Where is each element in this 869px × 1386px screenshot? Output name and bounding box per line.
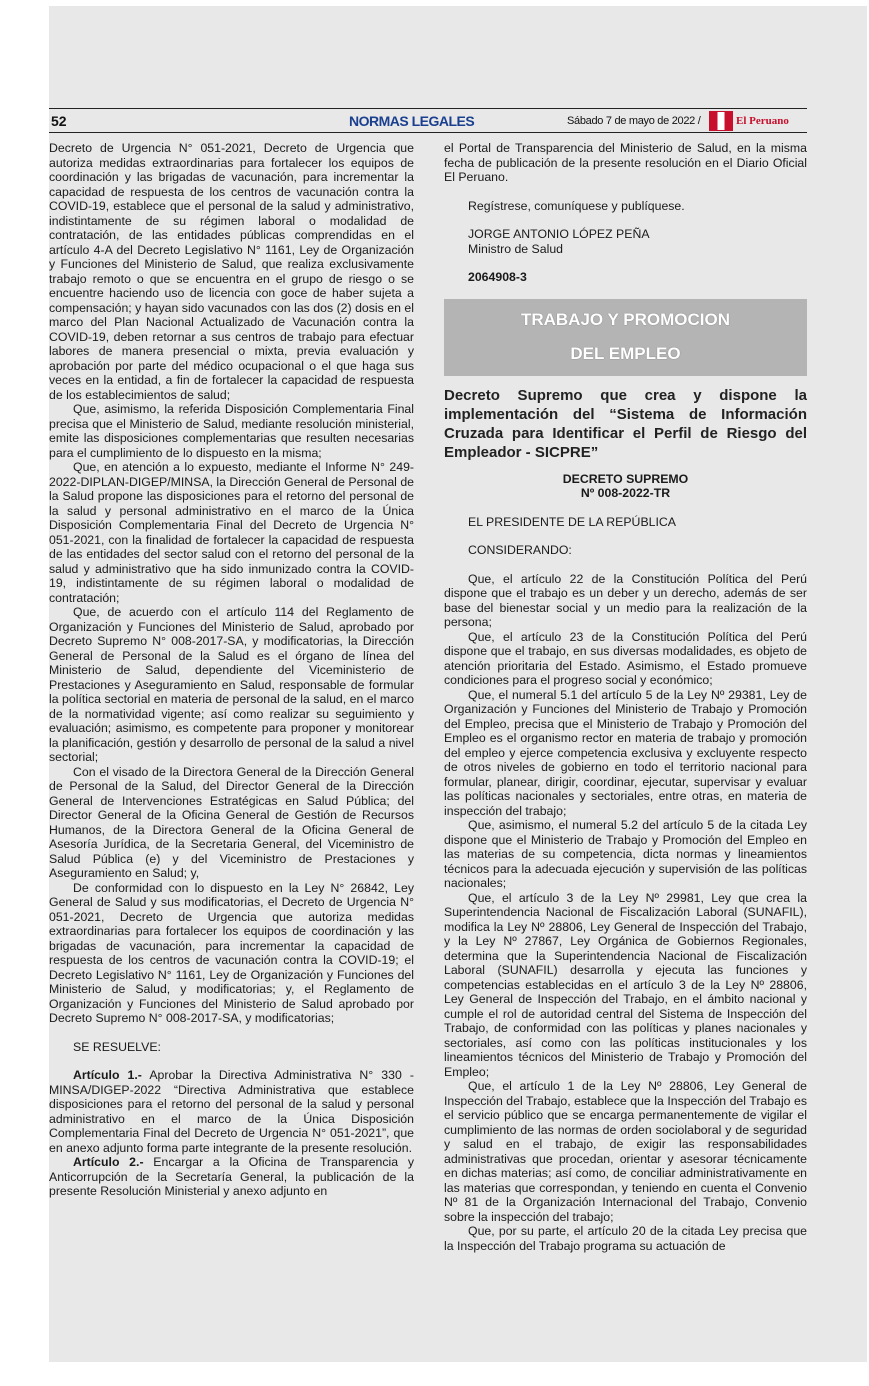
closing-formula: Regístrese, comuníquese y publíquese. xyxy=(468,198,685,213)
paragraph: Que, el numeral 5.1 del artículo 5 de la Ley Nº 29381, Ley de Organización y Funciones del Ministerio de Trabajo y Promoción del Empleo, precisa que el Ministerio de Trabajo y Promoción del Empleo es el organismo rector en materia de trabajo y promoción del empleo y ejerce competencia exclusiva y excluyente respecto de otros niveles de gobierno en todo el territorio nacional para formular, planear, dirigir, coordinar, ejecutar, supervisar y evaluar las políticas nacionales y sectoriales, entre otras, en materia de inspección del trabajo; xyxy=(444,687,807,818)
article-text: Encargar a la Oficina de Transparencia y Anticorrupción de la Secretaría General, la publicación de la presente Resolución Ministerial y anexo adjunto en xyxy=(49,1155,414,1198)
page-header xyxy=(49,108,807,133)
page-number: 52 xyxy=(51,112,67,129)
paragraph: Que, de acuerdo con el artículo 114 del Reglamento de Organización y Funciones del Ministerio de Salud, aprobado por Decreto Supremo N° 008-2017-SA, y modificatorias, la Dirección General de Personal de la Salud es el órgano de línea del Ministerio de Salud, dependiente del Viceministerio de Prestaciones y Aseguramiento en Salud, responsable de formular la política sectorial en materia de personal de la salud, en el marco de la normatividad vigente; así como realizar su seguimiento y evaluación; asimismo, es competente para proponer y monitorear la planificación, gestión y desarrollo de personal de la salud a nivel sectorial; xyxy=(49,605,414,764)
signer-title: Ministro de Salud xyxy=(468,241,564,256)
decree-title: Decreto Supremo que crea y dispone la implementación del “Sistema de Información Cruzada para Identificar el Perfil de Riesgo del Empleador - SICPRE” xyxy=(444,386,807,461)
newspaper-page xyxy=(49,6,867,1362)
paragraph: el Portal de Transparencia del Ministerio de Salud, en la misma fecha de publicación de la presente resolución en el Diario Oficial El Peruano. xyxy=(444,141,807,184)
banner-line: DEL EMPLEO xyxy=(570,344,681,363)
section-banner xyxy=(444,299,807,376)
section-title: NORMAS LEGALES xyxy=(349,112,475,129)
decree-label: DECRETO SUPREMO xyxy=(562,471,689,486)
president-heading: EL PRESIDENTE DE LA REPÚBLICA xyxy=(468,514,676,529)
resolve-heading: SE RESUELVE: xyxy=(73,1039,161,1054)
paragraph: Que, en atención a lo expuesto, mediante el Informe N° 249-2022-DIPLAN-DIGEP/MINSA, la Dirección General de Personal de la Salud propone las disposiciones para el retorno del personal de la salud y personal administrativo en el marco de la Única Disposición Complementaria Final del Decreto de Urgencia N° 051-2021, con la finalidad de fortalecer la capacidad de respuesta de las entidades del sector salud con el retorno del personal de la salud y administrativo que ha sido inmunizado contra la COVID-19, indistintamente de su régimen laboral o modalidad de contratación; xyxy=(49,460,414,605)
paragraph: De conformidad con lo dispuesto en la Ley N° 26842, Ley General de Salud y sus modificatorias, el Decreto de Urgencia N° 051-2021, Decreto de Urgencia que autoriza medidas extraordinarias para fortalecer los equipos de coordinación y las brigadas de vacunación, para incrementar la capacidad de respuesta de los centros de vacunación contra la COVID-19; el Decreto Legislativo N° 1161, Ley de Organización y Funciones del Ministerio de Salud, y modificatorias; y, el Reglamento de Organización y Funciones del Ministerio de Salud aprobado por Decreto Supremo N° 008-2017-SA, y modificatorias; xyxy=(49,880,414,1025)
article-2 xyxy=(49,1155,414,1199)
banner-line: TRABAJO Y PROMOCION xyxy=(520,310,731,329)
header-logo xyxy=(709,111,789,131)
considerando-heading: CONSIDERANDO: xyxy=(468,543,572,557)
article-1 xyxy=(49,1068,414,1155)
decree-number: Nº 008-2022-TR xyxy=(580,486,671,500)
paragraph: Que, el artículo 22 de la Constitución Política del Perú dispone que el trabajo es un deber y un derecho, además de ser base del bienestar social y un medio para la realización de la persona; xyxy=(444,571,807,629)
paragraph: Que, asimismo, el numeral 5.2 del artículo 5 de la citada Ley dispone que el Ministerio de Trabajo y Promoción del Empleo en las materias de su competencia, dicta normas y lineamientos técnicos para la adecuada ejecución y supervisión de las políticas nacionales; xyxy=(444,818,807,890)
paragraph: Que, asimismo, la referida Disposición Complementaria Final precisa que el Ministerio de Salud, mediante resolución ministerial, emite las disposiciones complementarias que resulten necesarias para el cumplimiento de lo dispuesto en la misma; xyxy=(49,402,414,460)
article-label: Artículo 1.- xyxy=(73,1068,142,1082)
paragraph: Que, el artículo 3 de la Ley Nº 29981, Ley que crea la Superintendencia Nacional de Fiscalización Laboral (SUNAFIL), modifica la Ley Nº 28806, Ley General de Inspección del Trabajo, y la Ley Nº 27867, Ley Orgánica de Gobiernos Regionales, determina que la Superintendencia Nacional de Fiscalización Laboral (SUNAFIL) desarrolla y ejecuta las funciones y competencias establecidas en el artículo 3 de la Ley Nº 28806, Ley General de Inspección del Trabajo, en el ámbito nacional y cumple el rol de autoridad central del Sistema de Inspección del Trabajo, de conformidad con las políticas y planes nacionales y sectoriales, así como con las políticas institucionales y los lineamientos técnicos del Ministerio de Trabajo y Promoción del Empleo; xyxy=(444,890,807,1079)
paragraph: Que, el artículo 1 de la Ley Nº 28806, Ley General de Inspección del Trabajo, establece que la Inspección del Trabajo es el servicio público que se encarga permanentemente de vigilar el cumplimiento de las normas de orden sociolaboral y de seguridad y salud en el trabajo, de exigir las responsabilidades administrativas que procedan, orientar y asesorar técnicamente en dichas materias; así como, de conciliar administrativamente en las materias que correspondan, y teniendo en cuenta el Convenio Nº 81 de la Organización Internacional del Trabajo, Convenio sobre la inspección del trabajo; xyxy=(444,1079,807,1224)
document-code: 2064908-3 xyxy=(468,270,527,284)
issue-date: Sábado 7 de mayo de 2022 / xyxy=(567,114,701,127)
paragraph: Con el visado de la Directora General de la Dirección General de Personal de la Salud, del Director General de la Dirección General de Intervenciones Estratégicas en Salud Pública; del Director General de la Oficina General de Gestión de Recursos Humanos, de la Directora General de la Oficina General de Asesoría Jurídica, de la Secretaria General, del Viceministro de Salud Pública (e) y del Viceministro de Prestaciones y Aseguramiento en Salud; y, xyxy=(49,764,414,880)
left-column xyxy=(49,141,414,1199)
article-text: Aprobar la Directiva Administrativa N° 330 -MINSA/DIGEP-2022 “Directiva Administrativa que establece disposiciones para el retorno del personal de la salud y personal administrativo en el marco de la Única Disposición Complementaria Final del Decreto de Urgencia N° 051-2021”, que en anexo adjunto forma parte integrante de la presente resolución. xyxy=(49,1068,414,1155)
coat-of-arms-icon xyxy=(709,111,733,131)
signer-name: JORGE ANTONIO LÓPEZ PEÑA xyxy=(468,227,650,241)
paragraph: Decreto de Urgencia N° 051-2021, Decreto de Urgencia que autoriza medidas extraordinarias para fortalecer los equipos de coordinación y las brigadas de vacunación, para incrementar la capacidad de respuesta de los centros de vacunación contra la COVID-19, establece que el personal de la salud y administrativo, indistintamente de su régimen laboral o modalidad de contratación, de las entidades públicas comprendidas en el artículo 4-A del Decreto Legislativo N° 1161, Ley de Organización y Funciones del Ministerio de Salud, que realiza exclusivamente trabajo remoto o que se encuentra en el grupo de riesgo o se encuentre haciendo uso de licencia con goce de haber sujeta a compensación; y hayan sido vacunados con las dos (2) dosis en el marco del Plan Nacional Actualizado de Vacunación contra la COVID-19, deben retornar a sus centros de trabajo para efectuar labores de manera presencial o mixta, previa evaluación y aprobación por parte del médico ocupacional o el que haga sus veces en la entidad, a fin de fortalecer la capacidad de respuesta de los establecimientos de salud; xyxy=(49,141,414,402)
right-column xyxy=(444,141,807,1253)
article-label: Artículo 2.- xyxy=(73,1155,144,1169)
paragraph: Que, por su parte, el artículo 20 de la citada Ley precisa que la Inspección del Trabajo programa su actuación de xyxy=(444,1224,807,1253)
paragraph: Que, el artículo 23 de la Constitución Política del Perú dispone que el trabajo, en sus diversas modalidades, es objeto de atención prioritaria del Estado. Asimismo, el Estado promueve condiciones para el progreso social y económico; xyxy=(444,629,807,687)
header-brand: El Peruano xyxy=(736,115,789,127)
